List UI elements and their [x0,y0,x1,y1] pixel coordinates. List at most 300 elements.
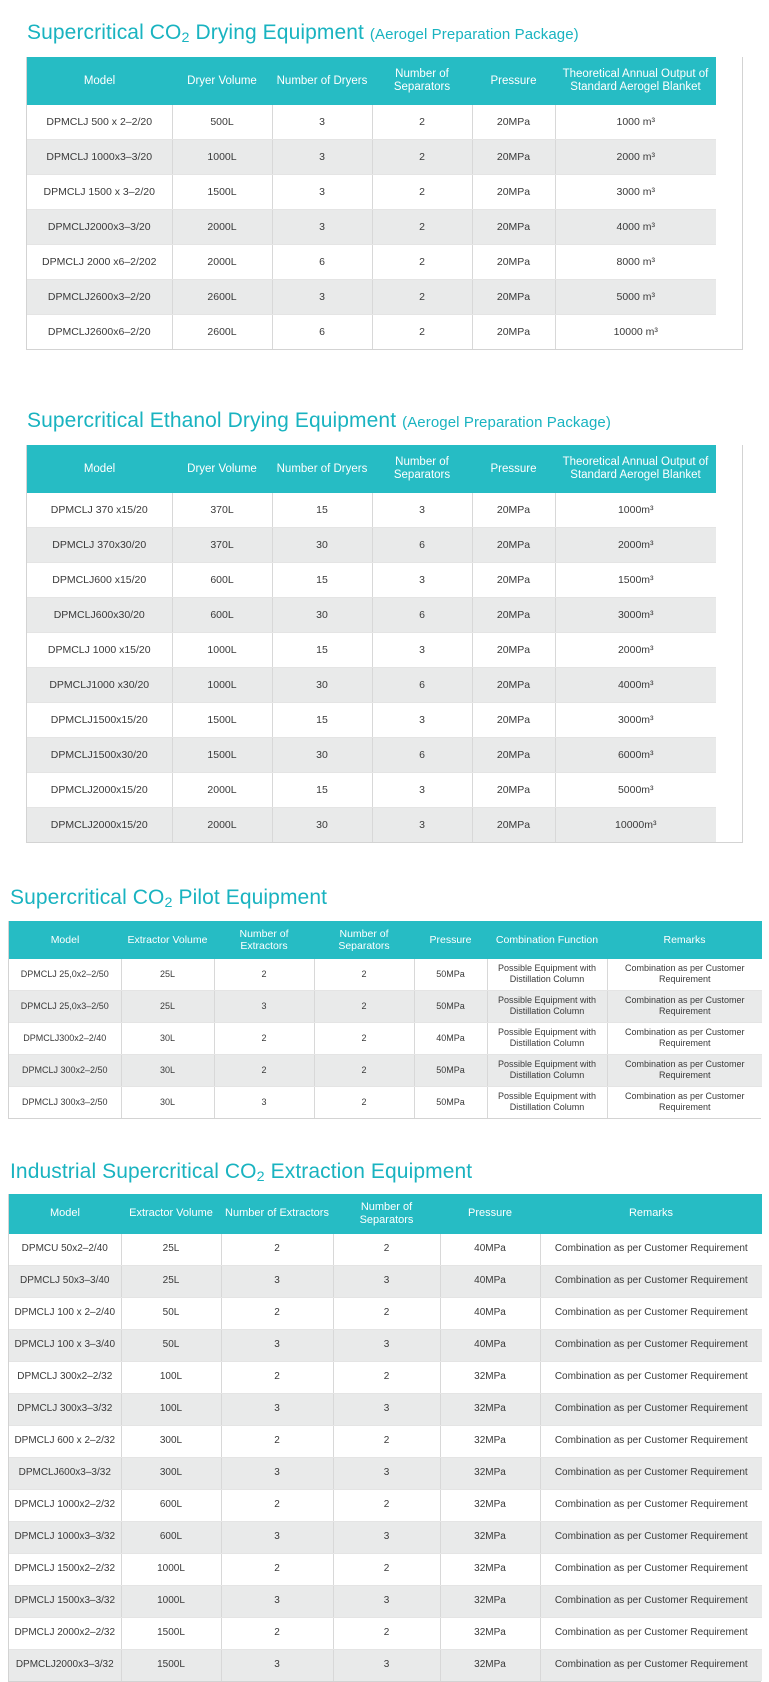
table-cell: 8000 m³ [555,245,716,280]
cell-model: DPMCLJ300x2–2/40 [9,1022,121,1054]
table-cell: 50MPa [414,990,487,1022]
table-co2-pilot [9,921,762,1118]
col-header-number-of-extractors: Number of Extractors [221,1194,333,1234]
table-row [27,703,716,738]
table-cell: Combination as per Customer Requirement [540,1425,762,1457]
table-cell: 30L [121,1086,214,1118]
table-cell: 370L [172,528,272,563]
table-cell: Combination as per Customer Requirement [540,1521,762,1553]
title-parenthetical: (Aerogel Preparation Package) [369,26,579,43]
table-cell: 15 [272,633,372,668]
table-cell: 3 [214,1086,314,1118]
table-cell: 3 [333,1265,440,1297]
table-row [9,1489,762,1521]
cell-model: DPMCLJ2000x15/20 [27,773,172,808]
table-cell: 1500L [172,175,272,210]
table-cell: 3 [272,140,372,175]
table-cell: 3 [272,105,372,140]
table-cell: 2 [314,1022,414,1054]
col-header-combination-function: Combination Function [487,921,607,959]
table-cell: 32MPa [440,1489,540,1521]
table-cell: Possible Equipment with Distillation Column [487,1022,607,1054]
table-cell: 4000 m³ [555,210,716,245]
table-cell: 1000L [121,1585,221,1617]
cell-model: DPMCLJ2600x3–2/20 [27,280,172,315]
table-cell: 30 [272,598,372,633]
table-row [9,1393,762,1425]
table-cell: 30 [272,808,372,843]
table-cell: 3 [221,1265,333,1297]
table-cell: 20MPa [472,668,555,703]
table-row [27,105,716,140]
title-text-rest: Drying Equipment [189,21,364,44]
cell-model: DPMCLJ600x30/20 [27,598,172,633]
cell-model: DPMCLJ 300x3–2/50 [9,1086,121,1118]
table-cell: 20MPa [472,598,555,633]
table-cell: 32MPa [440,1457,540,1489]
table-cell: Combination as per Customer Requirement [540,1457,762,1489]
table-cell: 300L [121,1457,221,1489]
table-cell: 3 [372,493,472,528]
table-cell: 4000m³ [555,668,716,703]
table-header-row [9,1194,762,1234]
table-cell: Combination as per Customer Requirement [540,1553,762,1585]
cell-model: DPMCLJ1500x15/20 [27,703,172,738]
cell-model: DPMCLJ 25,0x2–2/50 [9,959,121,991]
cell-model: DPMCLJ 100 x 2–2/40 [9,1297,121,1329]
table-cell: 6 [372,528,472,563]
table-cell: 2 [221,1361,333,1393]
cell-model: DPMCLJ 1500x3–3/32 [9,1585,121,1617]
table-cell: 15 [272,563,372,598]
table-cell: Combination as per Customer Requirement [540,1649,762,1681]
table-cell: Combination as per Customer Requirement [607,1086,762,1118]
table-cell: 1000L [172,140,272,175]
table-cell: 20MPa [472,738,555,773]
table-cell: 2000m³ [555,528,716,563]
table-cell: 40MPa [414,1022,487,1054]
col-header-number-of-separators: Number of Separators [372,57,472,105]
table-cell: 20MPa [472,493,555,528]
table-cell: Possible Equipment with Distillation Column [487,1086,607,1118]
table-cell: 500L [172,105,272,140]
table-body [9,1234,762,1681]
table-row [27,598,716,633]
table-cell: 10000m³ [555,808,716,843]
table-cell: 2 [314,1086,414,1118]
table-row [27,315,716,350]
table-cell: 2600L [172,315,272,350]
table-cell: 25L [121,1265,221,1297]
table-cell: 20MPa [472,703,555,738]
col-header-number-of-separators: Number of Separators [333,1194,440,1234]
table-cell: 1000 m³ [555,105,716,140]
col-header-number-of-dryers: Number of Dryers [272,445,372,493]
table-cell: 1000L [172,668,272,703]
table-cell: 3 [272,280,372,315]
table-row [9,1234,762,1266]
table-cell: 50MPa [414,1054,487,1086]
table-cell: 2000L [172,808,272,843]
table-row [9,1265,762,1297]
cell-model: DPMCLJ 300x2–2/32 [9,1361,121,1393]
title-text: Supercritical CO [10,886,165,910]
table-cell: Combination as per Customer Requirement [607,959,762,991]
col-header-number-of-separators: Number of Separators [314,921,414,959]
table-cell: 3 [372,808,472,843]
cell-model: DPMCLJ 2000x2–2/32 [9,1617,121,1649]
table-row [27,773,716,808]
table-cell: 1500L [172,703,272,738]
table-cell: 40MPa [440,1265,540,1297]
cell-model: DPMCU 50x2–2/40 [9,1234,121,1266]
cell-model: DPMCLJ 25,0x3–2/50 [9,990,121,1022]
col-header-annual-output: Theoretical Annual Output of Standard Aerogel Blanket [555,57,716,105]
table-row [9,1297,762,1329]
table-cell: 15 [272,703,372,738]
table-cell: 2 [333,1617,440,1649]
cell-model: DPMCLJ2000x3–3/32 [9,1649,121,1681]
table-cell: 3 [221,1329,333,1361]
table-cell: 3 [372,703,472,738]
table-co2-drying [27,57,716,349]
table-cell: 2 [221,1489,333,1521]
col-header-pressure: Pressure [440,1194,540,1234]
table-cell: 2 [372,175,472,210]
table-cell: 20MPa [472,175,555,210]
table-cell: 30 [272,738,372,773]
table-cell: 20MPa [472,315,555,350]
table-row [9,1086,762,1118]
table-cell: 2 [214,1054,314,1086]
col-header-remarks: Remarks [540,1194,762,1234]
col-header-dryer-volume: Dryer Volume [172,57,272,105]
title-text: Supercritical Ethanol Drying Equipment [27,409,397,433]
table-row [9,1521,762,1553]
table-cell: 40MPa [440,1234,540,1266]
col-header-extractor-volume: Extractor Volume [121,921,214,959]
table-cell: 2 [214,959,314,991]
table-cell: 10000 m³ [555,315,716,350]
table-cell: 3 [372,633,472,668]
col-header-number-of-separators: Number of Separators [372,445,472,493]
table-cell: 32MPa [440,1521,540,1553]
table-cell: 1500L [121,1649,221,1681]
cell-model: DPMCLJ1000 x30/20 [27,668,172,703]
cell-model: DPMCLJ2000x3–3/20 [27,210,172,245]
table-cell: 15 [272,773,372,808]
table-cell: 2 [333,1489,440,1521]
section-title-co2-pilot [10,885,761,910]
title-subscript: 2 [181,30,190,46]
cell-model: DPMCLJ 1000x2–2/32 [9,1489,121,1521]
table-cell: 50L [121,1297,221,1329]
table-row [9,1649,762,1681]
table-cell: Combination as per Customer Requirement [540,1617,762,1649]
cell-model: DPMCLJ 500 x 2–2/20 [27,105,172,140]
table-cell: 3 [333,1457,440,1489]
table-cell: 3 [221,1521,333,1553]
table-cell: 3 [372,773,472,808]
title-text-rest: Pilot Equipment [172,886,328,910]
table-cell: Combination as per Customer Requirement [540,1393,762,1425]
table-cell: Possible Equipment with Distillation Column [487,959,607,991]
table-cell: 2 [333,1361,440,1393]
table-cell: 3 [221,1393,333,1425]
table-cell: Combination as per Customer Requirement [607,1022,762,1054]
table-row [27,563,716,598]
col-header-model: Model [9,1194,121,1234]
table-cell: 2 [372,140,472,175]
table-cell: 2 [372,105,472,140]
table-body [27,493,716,842]
table-cell: 30 [272,668,372,703]
table-row [27,668,716,703]
table-row [27,280,716,315]
table-cell: 6 [372,738,472,773]
table-row [9,1022,762,1054]
table-cell: 20MPa [472,633,555,668]
table-cell: 20MPa [472,140,555,175]
cell-model: DPMCLJ 370 x15/20 [27,493,172,528]
table-body [27,105,716,349]
table-cell: 2 [333,1425,440,1457]
table-cell: 6 [372,598,472,633]
table-cell: 2 [372,280,472,315]
table-cell: 20MPa [472,280,555,315]
table-cell: 2 [221,1297,333,1329]
table-cell: 6000m³ [555,738,716,773]
table-cell: 2 [333,1297,440,1329]
table-cell: 2 [221,1234,333,1266]
col-header-extractor-volume: Extractor Volume [121,1194,221,1234]
section-co2-industrial [0,1119,769,1682]
table-wrapper-co2-drying [26,57,743,350]
table-cell: 3 [272,175,372,210]
cell-model: DPMCLJ 1500x2–2/32 [9,1553,121,1585]
col-header-pressure: Pressure [472,57,555,105]
table-row [27,140,716,175]
table-cell: 2 [314,959,414,991]
table-row [27,245,716,280]
table-row [27,738,716,773]
col-header-number-of-dryers: Number of Dryers [272,57,372,105]
col-header-pressure: Pressure [472,445,555,493]
table-cell: Combination as per Customer Requirement [540,1234,762,1266]
table-cell: 50L [121,1329,221,1361]
table-cell: 3 [333,1393,440,1425]
table-cell: 5000m³ [555,773,716,808]
table-cell: 32MPa [440,1553,540,1585]
table-cell: 2000 m³ [555,140,716,175]
table-cell: 3 [333,1521,440,1553]
cell-model: DPMCLJ 50x3–3/40 [9,1265,121,1297]
col-header-dryer-volume: Dryer Volume [172,445,272,493]
table-cell: 2 [372,315,472,350]
table-cell: 100L [121,1393,221,1425]
table-cell: 2 [314,1054,414,1086]
table-cell: Combination as per Customer Requirement [540,1585,762,1617]
table-cell: 2000m³ [555,633,716,668]
table-cell: Combination as per Customer Requirement [607,990,762,1022]
table-cell: 2 [314,990,414,1022]
table-header-row [27,445,716,493]
table-cell: 1000m³ [555,493,716,528]
table-ethanol-drying [27,445,716,842]
table-row [9,1617,762,1649]
table-wrapper-co2-industrial [8,1194,761,1682]
table-cell: Combination as per Customer Requirement [540,1265,762,1297]
table-cell: 20MPa [472,773,555,808]
table-cell: 25L [121,990,214,1022]
cell-model: DPMCLJ 300x2–2/50 [9,1054,121,1086]
col-header-model: Model [27,445,172,493]
section-title-ethanol-drying [27,408,743,433]
table-cell: 3 [333,1329,440,1361]
table-cell: 3 [221,1585,333,1617]
table-cell: 3000 m³ [555,175,716,210]
table-cell: 32MPa [440,1649,540,1681]
table-cell: 2 [221,1425,333,1457]
table-row [9,1329,762,1361]
table-row [27,210,716,245]
table-cell: 1000L [172,633,272,668]
table-cell: 6 [272,245,372,280]
cell-model: DPMCLJ 2000 x6–2/202 [27,245,172,280]
table-cell: 25L [121,1234,221,1266]
cell-model: DPMCLJ 1000x3–3/32 [9,1521,121,1553]
cell-model: DPMCLJ 100 x 3–3/40 [9,1329,121,1361]
table-cell: 30L [121,1054,214,1086]
table-cell: 40MPa [440,1329,540,1361]
table-header-row [9,921,762,959]
cell-model: DPMCLJ2600x6–2/20 [27,315,172,350]
table-cell: 300L [121,1425,221,1457]
table-row [27,493,716,528]
title-subscript: 2 [164,895,173,912]
table-wrapper-ethanol-drying [26,445,743,843]
table-cell: 3000m³ [555,703,716,738]
title-text-rest: Extraction Equipment [264,1159,473,1183]
col-header-pressure: Pressure [414,921,487,959]
table-header-row [27,57,716,105]
table-cell: 600L [121,1521,221,1553]
cell-model: DPMCLJ 1000 x15/20 [27,633,172,668]
table-row [27,175,716,210]
cell-model: DPMCLJ 1000x3–3/20 [27,140,172,175]
table-cell: 20MPa [472,808,555,843]
table-cell: 2 [333,1553,440,1585]
cell-model: DPMCLJ1500x30/20 [27,738,172,773]
table-row [9,959,762,991]
col-header-annual-output: Theoretical Annual Output of Standard Aerogel Blanket [555,445,716,493]
table-cell: Combination as per Customer Requirement [540,1489,762,1521]
col-header-model: Model [27,57,172,105]
table-body [9,959,762,1118]
table-cell: 3000m³ [555,598,716,633]
table-cell: 600L [121,1489,221,1521]
table-cell: Combination as per Customer Requirement [540,1329,762,1361]
section-co2-drying [0,0,769,350]
table-cell: 30 [272,528,372,563]
table-cell: 15 [272,493,372,528]
table-cell: Combination as per Customer Requirement [607,1054,762,1086]
table-row [9,1425,762,1457]
table-cell: 30L [121,1022,214,1054]
table-cell: 2 [214,1022,314,1054]
cell-model: DPMCLJ 1500 x 3–2/20 [27,175,172,210]
section-title-co2-drying [27,20,743,45]
table-row [27,528,716,563]
title-text: Supercritical CO [27,21,182,44]
table-cell: 6 [372,668,472,703]
cell-model: DPMCLJ 600 x 2–2/32 [9,1425,121,1457]
table-cell: 3 [372,563,472,598]
section-ethanol-drying [0,350,769,843]
table-cell: 2000L [172,245,272,280]
table-cell: Combination as per Customer Requirement [540,1297,762,1329]
section-title-co2-industrial [10,1159,761,1184]
table-cell: 2000L [172,773,272,808]
table-cell: 1000L [121,1553,221,1585]
table-cell: 2 [221,1617,333,1649]
table-cell: 3 [214,990,314,1022]
table-cell: Combination as per Customer Requirement [540,1361,762,1393]
section-co2-pilot [0,843,769,1118]
cell-model: DPMCLJ600 x15/20 [27,563,172,598]
col-header-model: Model [9,921,121,959]
cell-model: DPMCLJ2000x15/20 [27,808,172,843]
table-cell: 600L [172,563,272,598]
table-cell: Possible Equipment with Distillation Column [487,990,607,1022]
table-cell: 2600L [172,280,272,315]
title-parenthetical: (Aerogel Preparation Package) [402,414,611,432]
cell-model: DPMCLJ600x3–3/32 [9,1457,121,1489]
table-row [9,1585,762,1617]
table-wrapper-co2-pilot [8,921,761,1119]
table-cell: 32MPa [440,1361,540,1393]
table-cell: 32MPa [440,1393,540,1425]
table-row [9,1457,762,1489]
title-text: Industrial Supercritical CO [10,1159,257,1183]
table-cell: 32MPa [440,1585,540,1617]
table-cell: 3 [333,1649,440,1681]
col-header-number-of-extractors: Number of Extractors [214,921,314,959]
table-co2-industrial [9,1194,762,1681]
cell-model: DPMCLJ 300x3–3/32 [9,1393,121,1425]
table-row [9,1553,762,1585]
table-cell: 3 [272,210,372,245]
table-cell: 20MPa [472,528,555,563]
cell-model: DPMCLJ 370x30/20 [27,528,172,563]
table-cell: 20MPa [472,210,555,245]
table-row [9,990,762,1022]
table-row [27,808,716,843]
table-cell: 2 [221,1553,333,1585]
title-subscript: 2 [256,1168,265,1185]
table-cell: 1500L [121,1617,221,1649]
table-cell: 20MPa [472,245,555,280]
table-cell: 25L [121,959,214,991]
table-cell: 3 [333,1585,440,1617]
table-cell: 1500L [172,738,272,773]
col-header-remarks: Remarks [607,921,762,959]
table-row [9,1054,762,1086]
table-cell: 2 [372,245,472,280]
table-cell: 50MPa [414,1086,487,1118]
table-cell: 2000L [172,210,272,245]
table-cell: 20MPa [472,563,555,598]
